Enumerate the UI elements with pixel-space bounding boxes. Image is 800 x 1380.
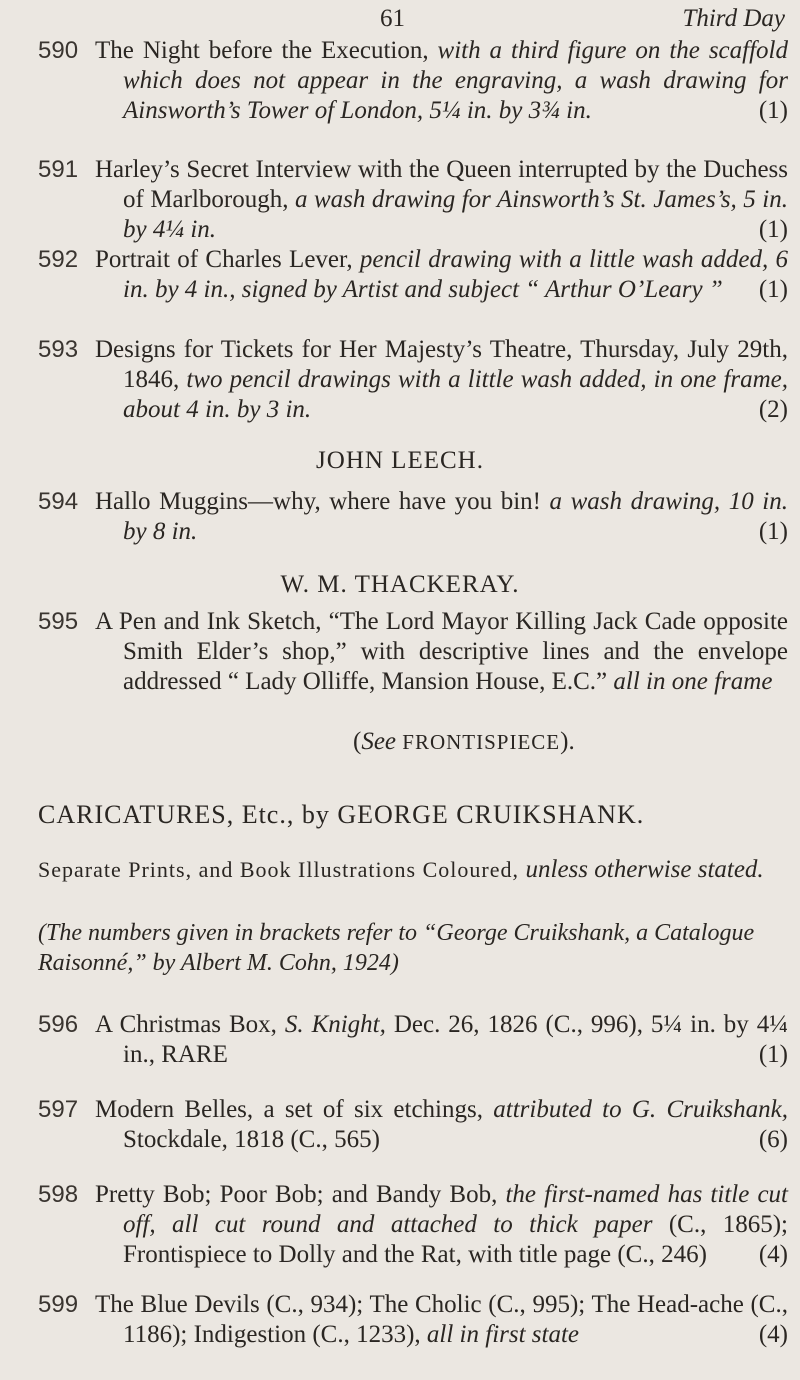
lot-entry [38, 1095, 788, 1155]
lot-title: Pretty Bob; Poor Bob; and Bandy Bob, [95, 1181, 506, 1208]
catalogue-page: 61 Third Day 590 The Night before the Execution, with a third figure on the scaffold which does not appear in the engraving, a wash drawing for Ainsworth’s Tower of London, 5¼ in. by 3¾ in. (1) 591 Harley’s Secret Interview with the Queen interrupted by the Duchess of Marlborough, a wash drawing for Ainsworth’s St. James’s, 5 in. by 4¼ in. (1) 592 Portrait of Charles Lever, pencil drawing with a little wash added, 6 in. by 4 in., signed by Artist and subject “ Arthur O’Leary ” (1) 593 Designs for Tickets for Her Majesty’s Theatre, Thursday, July 29th, 1846, two pencil drawings with a little wash added, in one frame, about 4 in. by 3 in. (2) JOHN LEECH. 594 Hallo Muggins—why, where have you bin! a wash drawing, 10 in. by 8 in. (1) W. M. THACKERAY. 595 A Pen and Ink Sketch, “The Lord Mayor Killing Jack Cade opposite Smith Elder’s shop,” with descriptive lines and the envelope addressed “ Lady Olliffe, Mansion House, E.C.” all in one frame (See FRONTISPIECE). CARICATURES, Etc., by GEORGE CRUIKSHANK. Separate Prints, and Book Illustrations Coloured, unless otherwise stated. (The numbers given in brackets refer to “George Cruikshank, a Catalogue Raisonné,” by Albert M. Cohn, 1924) 596 A Christmas Box, S. Knight, Dec. 26, 1826 (C., 996), 5¼ in. by 4¼ in., RARE (1) 597 Modern Belles, a set of six etchings, attributed to G. Cruikshank, Stockdale, 1818 (C., 565) (6) 598 Pretty Bob; Poor Bob; and Bandy Bob, the first-named has title cut off, all cut round and attached to thick paper (C., 1865); Frontispiece to Dolly and the Rat, with title page (C., 246) (4) 599 The Blue Devils (C., 934); The Cholic (C., 995); The Head-ache (C., 1186); Indigestion (C., 1233), all in first state (4) [0, 0, 800, 1380]
lot-details: two pencil drawings with a little wash added, in one frame, about 4 in. by 3 in. [123, 366, 788, 423]
lot-quantity: (4) [758, 1241, 788, 1268]
artist-heading-thackeray: W. M. THACKERAY. [280, 571, 520, 598]
lot-number: 595 [38, 608, 79, 635]
lot-quantity: (1) [758, 276, 788, 303]
lot-entry [38, 335, 788, 425]
lot-description [95, 36, 788, 126]
lot-quantity: (1) [758, 518, 788, 545]
catalogue-note [38, 918, 788, 978]
lot-title: A Christmas Box, [95, 1011, 285, 1038]
lot-details: a wash drawing for Ainsworth’s St. James’s, 5 in. by 4¼ in. [123, 186, 788, 243]
section-subheading [38, 855, 788, 885]
lot-entry [38, 155, 788, 245]
lot-title: Designs for Tickets for Her Majesty’s Theatre, Thursday, July 29th, 1846, [95, 336, 788, 393]
running-title: Third Day [682, 5, 785, 32]
lot-details: a wash drawing, 10 in. by 8 in. [123, 488, 788, 545]
page-number: 61 [380, 5, 405, 32]
lot-description [95, 1180, 788, 1270]
subheading-main: Separate Prints, and Book Illustrations Coloured, [38, 857, 526, 882]
lot-description [95, 607, 788, 697]
lot-number: 590 [38, 37, 79, 64]
lot-number: 596 [38, 1011, 79, 1038]
lot-entry [38, 607, 788, 697]
section-heading-caricatures: CARICATURES, Etc., by GEORGE CRUIKSHANK. [38, 800, 645, 829]
lot-state: all in first state [426, 1321, 580, 1348]
lot-title: The Night before the Execution, [95, 37, 438, 64]
page-header [380, 4, 785, 34]
lot-publisher: S. Knight, [284, 1011, 386, 1038]
lot-description [95, 155, 788, 245]
lot-description [95, 1095, 788, 1155]
lot-number: 593 [38, 336, 79, 363]
lot-condition: the first-named has title cut off, all cut round and attached to thick paper [123, 1181, 788, 1238]
lot-description [95, 245, 788, 305]
lot-entry [38, 245, 788, 305]
lot-entry [38, 1010, 788, 1070]
lot-quantity: (4) [758, 1321, 788, 1348]
lot-description [95, 487, 788, 547]
see-label: See [361, 728, 397, 755]
lot-description [95, 1010, 788, 1070]
lot-quantity: (1) [758, 216, 788, 243]
lot-details: Dec. 26, 1826 (C., 996), 5¼ in. by 4¼ in., RARE [123, 1011, 788, 1068]
lot-number: 597 [38, 1096, 79, 1123]
lot-description [95, 1290, 788, 1350]
lot-quantity: (1) [758, 1041, 788, 1068]
lot-title: Portrait of Charles Lever, [95, 246, 360, 273]
lot-title: Hallo Muggins—why, where have you bin! [95, 488, 550, 515]
lot-description [95, 335, 788, 425]
lot-details: all in one frame [613, 668, 773, 695]
lot-attribution: attributed to G. Cruikshank, [493, 1096, 788, 1123]
artist-heading-leech: JOHN LEECH. [316, 447, 484, 474]
lot-entry [38, 487, 788, 547]
lot-quantity: (2) [758, 396, 788, 423]
lot-title: Harley’s Secret Interview with the Queen interrupted by the Duchess of Marlborough, [95, 156, 788, 213]
lot-details: Stockdale, 1818 (C., 565) [123, 1126, 380, 1153]
lot-details: with a third figure on the scaffold which does not appear in the engraving, a wash drawing for Ainsworth’s Tower of London, 5¼ in. by 3¾ in. [123, 37, 788, 124]
catalogue-note-text: (The numbers given in brackets refer to “George Cruikshank, a Catalogue Raisonné,” by Albert M. Cohn, 1924) [38, 920, 755, 976]
lot-entry [38, 1290, 788, 1350]
lot-quantity: (1) [758, 97, 788, 124]
frontispiece-label: FRONTISPIECE [402, 730, 561, 754]
lot-number: 592 [38, 246, 79, 273]
lot-entry [38, 1180, 788, 1270]
lot-title: The Blue Devils (C., 934); The Cholic (C., 995); The Head-ache (C., 1186); Indigestion (C., 1233), [95, 1291, 788, 1348]
lot-number: 594 [38, 488, 79, 515]
lot-number: 598 [38, 1181, 79, 1208]
lot-number: 599 [38, 1291, 79, 1318]
lot-quantity: (6) [758, 1126, 788, 1153]
subheading-qualifier: unless otherwise stated. [525, 856, 764, 883]
lot-entry [38, 36, 788, 126]
lot-title: Modern Belles, a set of six etchings, [95, 1096, 494, 1123]
lot-number: 591 [38, 156, 79, 183]
lot-title: A Pen and Ink Sketch, “The Lord Mayor Killing Jack Cade opposite Smith Elder’s shop,” with descriptive lines and the envelope addressed “ Lady Olliffe, Mansion House, E.C.” [95, 608, 788, 695]
lot-details: (C., 1865); Frontispiece to Dolly and the Rat, with title page (C., 246) [123, 1211, 788, 1268]
lot-details: pencil drawing with a little wash added, 6 in. by 4 in., signed by Artist and subject “ Arthur O’Leary ” [123, 246, 789, 303]
